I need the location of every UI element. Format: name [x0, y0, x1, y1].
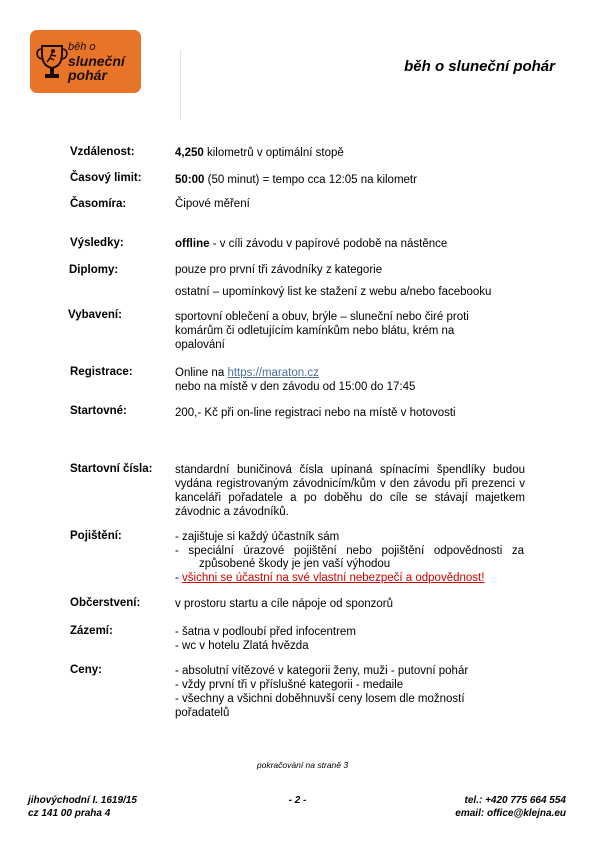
value-zazemi-line2: - wc v hotelu Zlatá hvězda: [175, 640, 309, 652]
value-vzdalenost-rest: kilometrů v optimální stopě: [203, 147, 344, 159]
label-zazemi: Zázemí:: [70, 625, 113, 637]
value-pojisteni-line4: [175, 571, 525, 585]
value-diplomy-line2: ostatní – upomínkový list ke stažení z webu a/nebo facebooku: [175, 286, 492, 298]
value-pojisteni-line1: - zajištuje si každý účastník sám: [175, 531, 340, 543]
label-startovne: Startovné:: [70, 405, 127, 417]
logo-wordmark: [68, 40, 125, 82]
label-vybaveni: Vybavení:: [68, 309, 122, 321]
warning-text: všichni se účastní na své vlastní nebezpečí a odpovědnost!: [182, 572, 485, 584]
label-vzdalenost: Vzdálenost:: [70, 146, 135, 158]
value-vzdalenost: [175, 146, 505, 160]
value-vysledky-bold: offline: [175, 238, 210, 250]
label-limit: Časový limit:: [70, 172, 142, 184]
value-ceny-line1: - absolutní vítězové v kategorii ženy, muži - putovní pohár: [175, 665, 469, 677]
registrace-prefix: Online na: [175, 367, 228, 379]
value-zazemi-line1: - šatna v podloubí před infocentrem: [175, 626, 356, 638]
label-diplomy: Diplomy:: [69, 264, 119, 276]
label-ceny: Ceny:: [70, 664, 102, 676]
value-limit: [175, 173, 525, 187]
logo-line-3: pohár: [68, 67, 107, 83]
value-limit-rest: (50 minut) = tempo cca 12:05 na kilometr: [204, 174, 417, 186]
value-pojisteni-line3: způsobené škody je jen vaší výhodou: [199, 558, 391, 570]
value-casomira: Čipové měření: [175, 198, 250, 210]
footer-address-line2: cz 141 00 praha 4: [28, 808, 111, 819]
value-obcerstveni: v prostoru startu a cíle nápoje od sponzorů: [175, 598, 393, 610]
footer-contact: [455, 794, 566, 820]
pojisteni-dash: -: [175, 572, 183, 584]
logo: [30, 30, 141, 93]
registration-link[interactable]: https://maraton.cz: [227, 367, 319, 379]
continued-note: pokračování na straně 3: [256, 760, 349, 770]
label-registrace: Registrace:: [70, 366, 133, 378]
value-limit-bold: 50:00: [175, 174, 205, 186]
footer-tel: tel.: +420 775 664 554: [464, 795, 566, 806]
label-obcerstveni: Občerstvení:: [70, 597, 141, 609]
label-vysledky: Výsledky:: [70, 237, 124, 249]
value-vzdalenost-bold: 4,250: [175, 147, 204, 159]
value-registrace-line1: [175, 366, 319, 380]
value-vybaveni: sportovní oblečení a obuv, brýle – sluneční nebo čiré proti komárům či odletujícím kamínkům nebo blátu, krém na opalování: [175, 311, 469, 351]
trophy-runner-icon: [36, 40, 68, 84]
header-title: běh o sluneční pohár: [404, 58, 555, 75]
footer-email[interactable]: email: office@klejna.eu: [455, 808, 566, 819]
value-startovne: 200,- Kč při on-line registraci nebo na místě v hotovosti: [175, 407, 456, 419]
value-diplomy-line1: pouze pro první tři závodníky z kategorie: [175, 264, 383, 276]
logo-line-2: sluneční: [68, 53, 125, 69]
value-vysledky: [175, 237, 515, 251]
page-number: - 2 -: [288, 795, 307, 806]
value-vysledky-rest: - v cíli závodu v papírové podobě na nástěnce: [209, 238, 448, 250]
label-cisla: Startovní čísla:: [70, 463, 153, 475]
value-ceny-line2: - vždy první tři v příslušné kategorii - medaile: [175, 679, 404, 691]
value-registrace-line2: nebo na místě v den závodu od 15:00 do 17:45: [175, 381, 416, 393]
label-pojisteni: Pojištění:: [70, 530, 122, 542]
header-divider: [180, 50, 181, 120]
value-ceny-line3: - všechny a všichni doběhnuvší ceny losem dle možností pořadatelů: [175, 693, 465, 719]
value-cisla: standardní buničinová čísla upínaná spínacími špendlíky budou vydána registrovaným závodnicím/kům v den závodu při prezenci v kanceláři pořadatele a po doběhu do cíle se stávají majetkem závodnic a závodníků.: [175, 464, 525, 518]
logo-line-1: běh o: [68, 41, 96, 53]
value-pojisteni-line2: - speciální úrazové pojištění nebo pojištění odpovědnosti za: [175, 545, 524, 557]
footer-address-line1: jihovýchodní I. 1619/15: [28, 795, 137, 806]
label-casomira: Časomíra:: [70, 198, 127, 210]
